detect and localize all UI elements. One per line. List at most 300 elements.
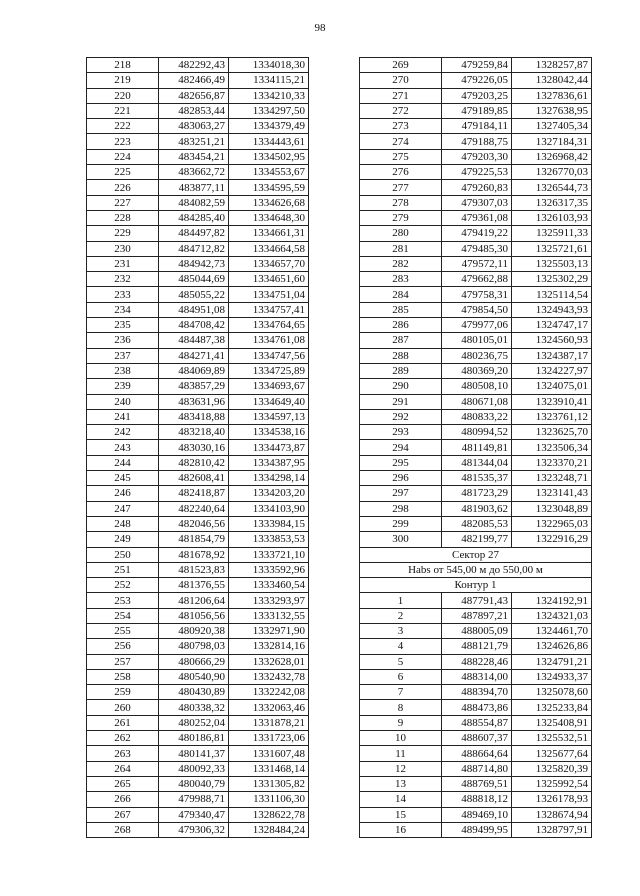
table-row — [360, 792, 592, 807]
table-row — [360, 363, 592, 378]
x-coordinate-cell: 483418,88 — [159, 409, 229, 424]
y-coordinate-cell: 1334747,56 — [229, 348, 309, 363]
y-coordinate-cell: 1332063,46 — [229, 700, 309, 715]
point-number-cell: 249 — [87, 532, 159, 547]
point-number-cell: 8 — [360, 700, 442, 715]
table-row — [360, 516, 592, 531]
y-coordinate-cell: 1334387,95 — [229, 455, 309, 470]
point-number-cell: 10 — [360, 731, 442, 746]
table-row — [87, 73, 309, 88]
point-number-cell: 243 — [87, 440, 159, 455]
x-coordinate-cell: 479259,84 — [442, 58, 512, 73]
table-row — [87, 761, 309, 776]
point-number-cell: 258 — [87, 669, 159, 684]
point-number-cell: 281 — [360, 241, 442, 256]
y-coordinate-cell: 1324560,93 — [512, 333, 592, 348]
point-number-cell: 245 — [87, 471, 159, 486]
table-row — [360, 226, 592, 241]
x-coordinate-cell: 489469,10 — [442, 807, 512, 822]
y-coordinate-cell: 1324933,37 — [512, 669, 592, 684]
x-coordinate-cell: 481523,83 — [159, 562, 229, 577]
contour-title-row — [360, 578, 592, 593]
y-coordinate-cell: 1328042,44 — [512, 73, 592, 88]
point-number-cell: 13 — [360, 776, 442, 791]
table-row — [87, 501, 309, 516]
point-number-cell: 227 — [87, 195, 159, 210]
y-coordinate-cell: 1334379,49 — [229, 119, 309, 134]
x-coordinate-cell: 481376,55 — [159, 578, 229, 593]
y-coordinate-cell: 1324321,03 — [512, 608, 592, 623]
x-coordinate-cell: 482810,42 — [159, 455, 229, 470]
y-coordinate-cell: 1322916,29 — [512, 532, 592, 547]
y-coordinate-cell: 1331305,82 — [229, 776, 309, 791]
point-number-cell: 296 — [360, 471, 442, 486]
x-coordinate-cell: 483454,21 — [159, 149, 229, 164]
y-coordinate-cell: 1328484,24 — [229, 822, 309, 837]
x-coordinate-cell: 483063,27 — [159, 119, 229, 134]
y-coordinate-cell: 1324943,93 — [512, 302, 592, 317]
y-coordinate-cell: 1325408,91 — [512, 715, 592, 730]
x-coordinate-cell: 481149,81 — [442, 440, 512, 455]
point-number-cell: 16 — [360, 822, 442, 837]
point-number-cell: 223 — [87, 134, 159, 149]
table-row — [360, 379, 592, 394]
point-number-cell: 260 — [87, 700, 159, 715]
x-coordinate-cell: 481678,92 — [159, 547, 229, 562]
y-coordinate-cell: 1324075,01 — [512, 379, 592, 394]
y-coordinate-cell: 1332628,01 — [229, 654, 309, 669]
table-row — [87, 455, 309, 470]
point-number-cell: 12 — [360, 761, 442, 776]
point-number-cell: 293 — [360, 425, 442, 440]
table-row — [360, 746, 592, 761]
table-row — [87, 379, 309, 394]
point-number-cell: 234 — [87, 302, 159, 317]
point-number-cell: 266 — [87, 792, 159, 807]
x-coordinate-cell: 480508,10 — [442, 379, 512, 394]
table-row — [87, 776, 309, 791]
y-coordinate-cell: 1334502,95 — [229, 149, 309, 164]
x-coordinate-cell: 480920,38 — [159, 623, 229, 638]
table-row — [87, 639, 309, 654]
table-row — [360, 210, 592, 225]
y-coordinate-cell: 1334297,50 — [229, 103, 309, 118]
y-coordinate-cell: 1333293,97 — [229, 593, 309, 608]
table-row — [87, 287, 309, 302]
point-number-cell: 251 — [87, 562, 159, 577]
sector-title: Сектор 27 — [360, 547, 592, 562]
y-coordinate-cell: 1331878,21 — [229, 715, 309, 730]
x-coordinate-cell: 480141,37 — [159, 746, 229, 761]
x-coordinate-cell: 479189,85 — [442, 103, 512, 118]
table-row — [360, 409, 592, 424]
x-coordinate-cell: 480369,20 — [442, 363, 512, 378]
table-row — [87, 318, 309, 333]
table-row — [360, 333, 592, 348]
x-coordinate-cell: 488714,80 — [442, 761, 512, 776]
point-number-cell: 268 — [87, 822, 159, 837]
x-coordinate-cell: 488818,12 — [442, 792, 512, 807]
x-coordinate-cell: 489499,95 — [442, 822, 512, 837]
point-number-cell: 220 — [87, 88, 159, 103]
point-number-cell: 229 — [87, 226, 159, 241]
point-number-cell: 299 — [360, 516, 442, 531]
point-number-cell: 294 — [360, 440, 442, 455]
x-coordinate-cell: 480994,52 — [442, 425, 512, 440]
y-coordinate-cell: 1323625,70 — [512, 425, 592, 440]
table-row — [87, 578, 309, 593]
y-coordinate-cell: 1324747,17 — [512, 318, 592, 333]
x-coordinate-cell: 479977,06 — [442, 318, 512, 333]
table-row — [87, 333, 309, 348]
point-number-cell: 288 — [360, 348, 442, 363]
point-number-cell: 14 — [360, 792, 442, 807]
table-row — [87, 409, 309, 424]
point-number-cell: 269 — [360, 58, 442, 73]
point-number-cell: 261 — [87, 715, 159, 730]
y-coordinate-cell: 1333721,10 — [229, 547, 309, 562]
y-coordinate-cell: 1325078,60 — [512, 685, 592, 700]
table-row — [87, 715, 309, 730]
table-row — [360, 731, 592, 746]
x-coordinate-cell: 484285,40 — [159, 210, 229, 225]
x-coordinate-cell: 483877,11 — [159, 180, 229, 195]
x-coordinate-cell: 479306,32 — [159, 822, 229, 837]
point-number-cell: 282 — [360, 256, 442, 271]
x-coordinate-cell: 482656,87 — [159, 88, 229, 103]
y-coordinate-cell: 1325677,64 — [512, 746, 592, 761]
table-row — [360, 593, 592, 608]
y-coordinate-cell: 1325532,51 — [512, 731, 592, 746]
x-coordinate-cell: 488473,86 — [442, 700, 512, 715]
point-number-cell: 9 — [360, 715, 442, 730]
y-coordinate-cell: 1334651,60 — [229, 272, 309, 287]
table-row — [360, 822, 592, 837]
point-number-cell: 5 — [360, 654, 442, 669]
point-number-cell: 286 — [360, 318, 442, 333]
x-coordinate-cell: 480186,81 — [159, 731, 229, 746]
y-coordinate-cell: 1334661,31 — [229, 226, 309, 241]
point-number-cell: 276 — [360, 165, 442, 180]
point-number-cell: 246 — [87, 486, 159, 501]
table-row — [87, 58, 309, 73]
table-row — [87, 363, 309, 378]
table-row — [360, 348, 592, 363]
y-coordinate-cell: 1328257,87 — [512, 58, 592, 73]
point-number-cell: 218 — [87, 58, 159, 73]
table-row — [360, 272, 592, 287]
x-coordinate-cell: 482240,64 — [159, 501, 229, 516]
table-row — [360, 700, 592, 715]
table-row — [360, 776, 592, 791]
x-coordinate-cell: 484487,38 — [159, 333, 229, 348]
table-row — [360, 318, 592, 333]
y-coordinate-cell: 1326544,73 — [512, 180, 592, 195]
y-coordinate-cell: 1334764,65 — [229, 318, 309, 333]
point-number-cell: 253 — [87, 593, 159, 608]
y-coordinate-cell: 1331468,14 — [229, 761, 309, 776]
x-coordinate-cell: 480105,01 — [442, 333, 512, 348]
x-coordinate-cell: 482199,77 — [442, 532, 512, 547]
point-number-cell: 241 — [87, 409, 159, 424]
table-row — [87, 792, 309, 807]
x-coordinate-cell: 479662,88 — [442, 272, 512, 287]
table-row — [360, 394, 592, 409]
y-coordinate-cell: 1334443,61 — [229, 134, 309, 149]
table-row — [360, 134, 592, 149]
y-coordinate-cell: 1323048,89 — [512, 501, 592, 516]
y-coordinate-cell: 1326968,42 — [512, 149, 592, 164]
table-row — [87, 425, 309, 440]
point-number-cell: 219 — [87, 73, 159, 88]
y-coordinate-cell: 1334538,16 — [229, 425, 309, 440]
x-coordinate-cell: 488005,09 — [442, 623, 512, 638]
table-row — [87, 822, 309, 837]
x-coordinate-cell: 483030,16 — [159, 440, 229, 455]
x-coordinate-cell: 482466,49 — [159, 73, 229, 88]
point-number-cell: 262 — [87, 731, 159, 746]
x-coordinate-cell: 488228,46 — [442, 654, 512, 669]
x-coordinate-cell: 481056,56 — [159, 608, 229, 623]
point-number-cell: 15 — [360, 807, 442, 822]
x-coordinate-cell: 481344,04 — [442, 455, 512, 470]
point-number-cell: 291 — [360, 394, 442, 409]
point-number-cell: 277 — [360, 180, 442, 195]
x-coordinate-cell: 484951,08 — [159, 302, 229, 317]
x-coordinate-cell: 488554,87 — [442, 715, 512, 730]
table-row — [87, 226, 309, 241]
y-coordinate-cell: 1334597,13 — [229, 409, 309, 424]
page-number: 98 — [314, 22, 326, 34]
table-row — [87, 532, 309, 547]
point-number-cell: 225 — [87, 165, 159, 180]
table-row — [87, 440, 309, 455]
x-coordinate-cell: 481206,64 — [159, 593, 229, 608]
y-coordinate-cell: 1323910,41 — [512, 394, 592, 409]
y-coordinate-cell: 1325233,84 — [512, 700, 592, 715]
point-number-cell: 228 — [87, 210, 159, 225]
table-row — [87, 256, 309, 271]
point-number-cell: 289 — [360, 363, 442, 378]
point-number-cell: 263 — [87, 746, 159, 761]
point-number-cell: 280 — [360, 226, 442, 241]
table-row — [87, 134, 309, 149]
point-number-cell: 255 — [87, 623, 159, 638]
point-number-cell: 230 — [87, 241, 159, 256]
x-coordinate-cell: 479184,11 — [442, 119, 512, 134]
point-number-cell: 298 — [360, 501, 442, 516]
y-coordinate-cell: 1334595,59 — [229, 180, 309, 195]
x-coordinate-cell: 480338,32 — [159, 700, 229, 715]
table-row — [87, 471, 309, 486]
table-row — [360, 471, 592, 486]
y-coordinate-cell: 1334657,70 — [229, 256, 309, 271]
point-number-cell: 287 — [360, 333, 442, 348]
table-row — [360, 440, 592, 455]
x-coordinate-cell: 480092,33 — [159, 761, 229, 776]
point-number-cell: 232 — [87, 272, 159, 287]
y-coordinate-cell: 1332814,16 — [229, 639, 309, 654]
x-coordinate-cell: 484497,82 — [159, 226, 229, 241]
table-row — [360, 241, 592, 256]
table-row — [87, 608, 309, 623]
point-number-cell: 221 — [87, 103, 159, 118]
y-coordinate-cell: 1325992,54 — [512, 776, 592, 791]
table-row — [87, 593, 309, 608]
y-coordinate-cell: 1327184,31 — [512, 134, 592, 149]
table-row — [87, 119, 309, 134]
x-coordinate-cell: 479225,53 — [442, 165, 512, 180]
x-coordinate-cell: 488664,64 — [442, 746, 512, 761]
table-row — [360, 302, 592, 317]
x-coordinate-cell: 479340,47 — [159, 807, 229, 822]
sector-subtitle-row — [360, 562, 592, 577]
point-number-cell: 239 — [87, 379, 159, 394]
table-row — [87, 88, 309, 103]
coordinates-table-left — [86, 57, 309, 838]
x-coordinate-cell: 480666,29 — [159, 654, 229, 669]
table-row — [87, 486, 309, 501]
x-coordinate-cell: 482085,53 — [442, 516, 512, 531]
y-coordinate-cell: 1323761,12 — [512, 409, 592, 424]
point-number-cell: 283 — [360, 272, 442, 287]
table-row — [87, 103, 309, 118]
y-coordinate-cell: 1324387,17 — [512, 348, 592, 363]
table-row — [360, 608, 592, 623]
point-number-cell: 237 — [87, 348, 159, 363]
table-row — [360, 669, 592, 684]
table-row — [87, 348, 309, 363]
table-row — [87, 731, 309, 746]
x-coordinate-cell: 484069,89 — [159, 363, 229, 378]
point-number-cell: 278 — [360, 195, 442, 210]
x-coordinate-cell: 483251,21 — [159, 134, 229, 149]
y-coordinate-cell: 1325503,13 — [512, 256, 592, 271]
y-coordinate-cell: 1334693,67 — [229, 379, 309, 394]
point-number-cell: 231 — [87, 256, 159, 271]
table-row — [360, 425, 592, 440]
table-row — [360, 807, 592, 822]
point-number-cell: 226 — [87, 180, 159, 195]
x-coordinate-cell: 488121,79 — [442, 639, 512, 654]
point-number-cell: 256 — [87, 639, 159, 654]
y-coordinate-cell: 1324791,21 — [512, 654, 592, 669]
table-row — [87, 165, 309, 180]
y-coordinate-cell: 1332971,90 — [229, 623, 309, 638]
x-coordinate-cell: 487897,21 — [442, 608, 512, 623]
table-row — [87, 210, 309, 225]
x-coordinate-cell: 481854,79 — [159, 532, 229, 547]
x-coordinate-cell: 484271,41 — [159, 348, 229, 363]
table-row — [87, 746, 309, 761]
x-coordinate-cell: 483857,29 — [159, 379, 229, 394]
point-number-cell: 244 — [87, 455, 159, 470]
point-number-cell: 222 — [87, 119, 159, 134]
y-coordinate-cell: 1333984,15 — [229, 516, 309, 531]
point-number-cell: 3 — [360, 623, 442, 638]
y-coordinate-cell: 1334553,67 — [229, 165, 309, 180]
x-coordinate-cell: 485044,69 — [159, 272, 229, 287]
x-coordinate-cell: 484942,73 — [159, 256, 229, 271]
y-coordinate-cell: 1326317,35 — [512, 195, 592, 210]
x-coordinate-cell: 482046,56 — [159, 516, 229, 531]
x-coordinate-cell: 479226,05 — [442, 73, 512, 88]
x-coordinate-cell: 482292,43 — [159, 58, 229, 73]
point-number-cell: 295 — [360, 455, 442, 470]
point-number-cell: 242 — [87, 425, 159, 440]
y-coordinate-cell: 1324227,97 — [512, 363, 592, 378]
point-number-cell: 11 — [360, 746, 442, 761]
table-row — [360, 180, 592, 195]
point-number-cell: 6 — [360, 669, 442, 684]
y-coordinate-cell: 1332432,78 — [229, 669, 309, 684]
table-row — [360, 149, 592, 164]
x-coordinate-cell: 480833,22 — [442, 409, 512, 424]
y-coordinate-cell: 1326178,93 — [512, 792, 592, 807]
point-number-cell: 272 — [360, 103, 442, 118]
point-number-cell: 290 — [360, 379, 442, 394]
table-row — [360, 486, 592, 501]
table-row — [360, 165, 592, 180]
y-coordinate-cell: 1328674,94 — [512, 807, 592, 822]
table-row — [87, 669, 309, 684]
x-coordinate-cell: 479758,31 — [442, 287, 512, 302]
y-coordinate-cell: 1327836,61 — [512, 88, 592, 103]
x-coordinate-cell: 488769,51 — [442, 776, 512, 791]
x-coordinate-cell: 479419,22 — [442, 226, 512, 241]
point-number-cell: 257 — [87, 654, 159, 669]
point-number-cell: 233 — [87, 287, 159, 302]
x-coordinate-cell: 482608,41 — [159, 471, 229, 486]
y-coordinate-cell: 1331723,06 — [229, 731, 309, 746]
table-row — [360, 715, 592, 730]
x-coordinate-cell: 480040,79 — [159, 776, 229, 791]
point-number-cell: 285 — [360, 302, 442, 317]
table-row — [87, 562, 309, 577]
x-coordinate-cell: 484708,42 — [159, 318, 229, 333]
coordinates-table-right — [359, 57, 592, 838]
y-coordinate-cell: 1334203,20 — [229, 486, 309, 501]
table-row — [360, 88, 592, 103]
point-number-cell: 273 — [360, 119, 442, 134]
x-coordinate-cell: 479307,03 — [442, 195, 512, 210]
y-coordinate-cell: 1334725,89 — [229, 363, 309, 378]
point-number-cell: 292 — [360, 409, 442, 424]
y-coordinate-cell: 1334761,08 — [229, 333, 309, 348]
point-number-cell: 265 — [87, 776, 159, 791]
y-coordinate-cell: 1334649,40 — [229, 394, 309, 409]
y-coordinate-cell: 1333460,54 — [229, 578, 309, 593]
point-number-cell: 267 — [87, 807, 159, 822]
table-row — [360, 73, 592, 88]
x-coordinate-cell: 479485,30 — [442, 241, 512, 256]
x-coordinate-cell: 480430,89 — [159, 685, 229, 700]
x-coordinate-cell: 484082,59 — [159, 195, 229, 210]
x-coordinate-cell: 483662,72 — [159, 165, 229, 180]
y-coordinate-cell: 1327405,34 — [512, 119, 592, 134]
table-row — [87, 195, 309, 210]
y-coordinate-cell: 1332242,08 — [229, 685, 309, 700]
y-coordinate-cell: 1334298,14 — [229, 471, 309, 486]
y-coordinate-cell: 1334210,33 — [229, 88, 309, 103]
point-number-cell: 224 — [87, 149, 159, 164]
x-coordinate-cell: 480252,04 — [159, 715, 229, 730]
table-row — [87, 241, 309, 256]
y-coordinate-cell: 1328797,91 — [512, 822, 592, 837]
table-row — [87, 302, 309, 317]
table-row — [87, 685, 309, 700]
table-row — [87, 180, 309, 195]
